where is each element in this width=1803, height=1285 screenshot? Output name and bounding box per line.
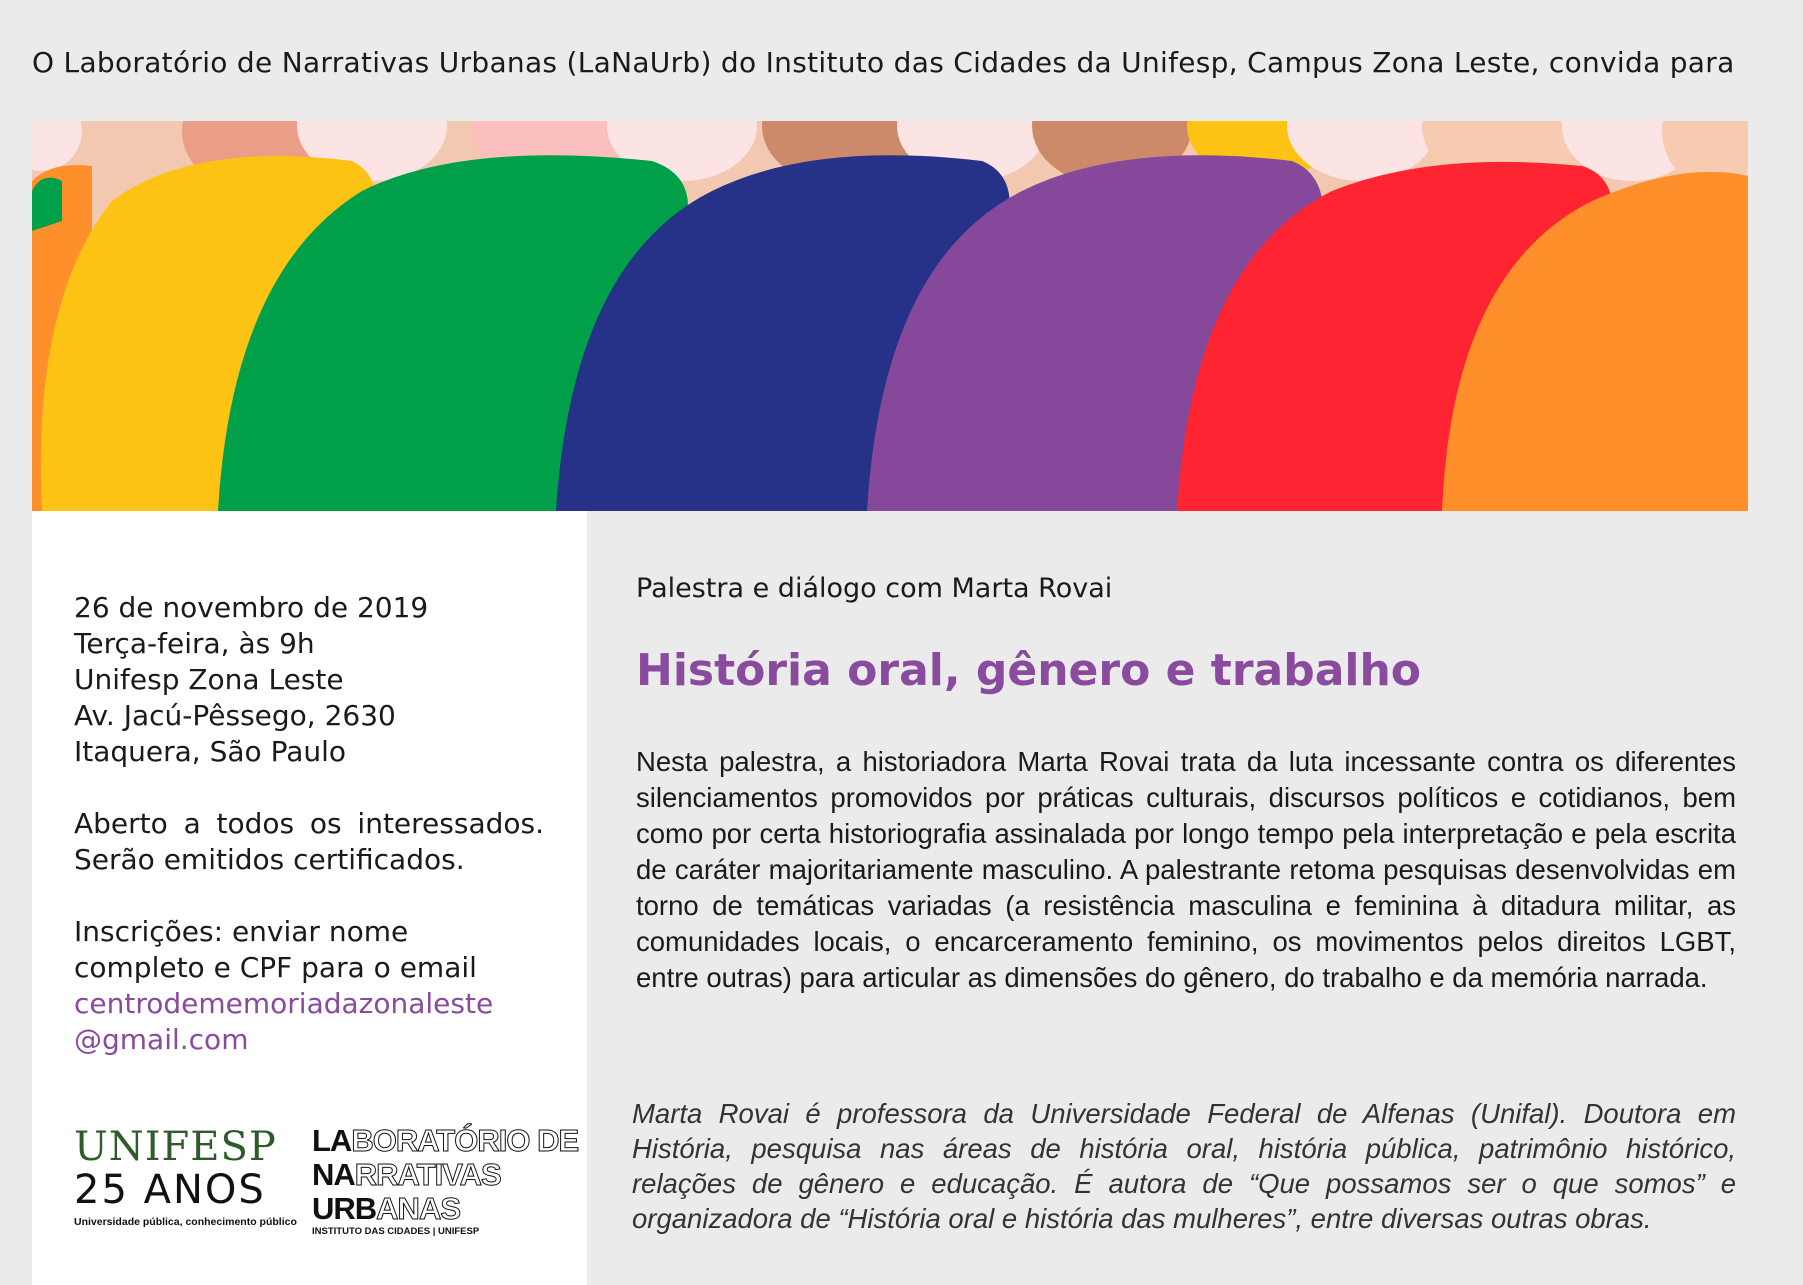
lanaurb-row-3: URBANAS bbox=[312, 1191, 461, 1226]
lanaurb-row-1: LABORATÓRIO DE bbox=[312, 1123, 579, 1158]
talk-title: História oral, gênero e trabalho bbox=[636, 645, 1422, 696]
unifesp-wordmark: UNIFESP bbox=[74, 1124, 277, 1170]
lanaurb-row-2: NARRATIVAS bbox=[312, 1157, 501, 1192]
event-address: Av. Jacú-Pêssego, 2630 bbox=[74, 699, 396, 732]
event-city: Itaquera, São Paulo bbox=[74, 735, 347, 768]
lanaurb-logo bbox=[312, 1123, 579, 1237]
speaker-bio: Marta Rovai é professora da Universidade Federal de Alfenas (Unifal). Doutora em História, pesquisa nas áreas de história oral, história pública, patrimônio histórico, relações de gênero e educação. É autora de “Que possamos ser o que somos” e organizadora de “História oral e história das mulheres”, entre diversas outras obras. bbox=[632, 1098, 1736, 1234]
unifesp-logo bbox=[74, 1124, 297, 1230]
unifesp-anos: 25 ANOS bbox=[74, 1167, 266, 1213]
event-date: 26 de novembro de 2019 bbox=[74, 591, 429, 624]
event-time: Terça-feira, às 9h bbox=[74, 627, 315, 660]
talk-kicker: Palestra e diálogo com Marta Rovai bbox=[636, 573, 1113, 604]
registration-block bbox=[74, 914, 544, 1058]
registration-text: Inscrições: enviar nome completo e CPF para o email bbox=[74, 915, 477, 984]
email-link[interactable]: centrodememoriadazonaleste bbox=[74, 987, 494, 1020]
email-domain[interactable]: @gmail.com bbox=[74, 1023, 249, 1056]
event-info bbox=[74, 590, 544, 1058]
unifesp-tagline: Universidade pública, conhecimento público bbox=[74, 1216, 297, 1228]
event-venue: Unifesp Zona Leste bbox=[74, 663, 344, 696]
lanaurb-tagline: INSTITUTO DAS CIDADES | UNIFESP bbox=[312, 1226, 480, 1237]
open-notice: Aberto a todos os interessados. Serão emitidos certificados. bbox=[74, 807, 544, 876]
talk-description: Nesta palestra, a historiadora Marta Rovai trata da luta incessante contra os diferentes silenciamentos promovidos por práticas culturais, discursos políticos e cotidianos, bem como por certa historiografia assinalada por longo tempo pela interpretação e pela escrita de caráter majoritariamente masculino. A palestrante retoma pesquisas desenvolvidas em torno de temáticas variadas (a resistência masculina e feminina à ditadura militar, as comunidades locais, o encarceramento feminino, os movimentos pelos direitos LGBT, entre outras) para articular as dimensões do gênero, do trabalho e da memória narrada. bbox=[636, 746, 1736, 993]
banner-illustration bbox=[32, 121, 1748, 511]
intro-text: O Laboratório de Narrativas Urbanas (LaNaUrb) do Instituto das Cidades da Unifesp, Campus Zona Leste, convida para bbox=[32, 46, 1735, 79]
